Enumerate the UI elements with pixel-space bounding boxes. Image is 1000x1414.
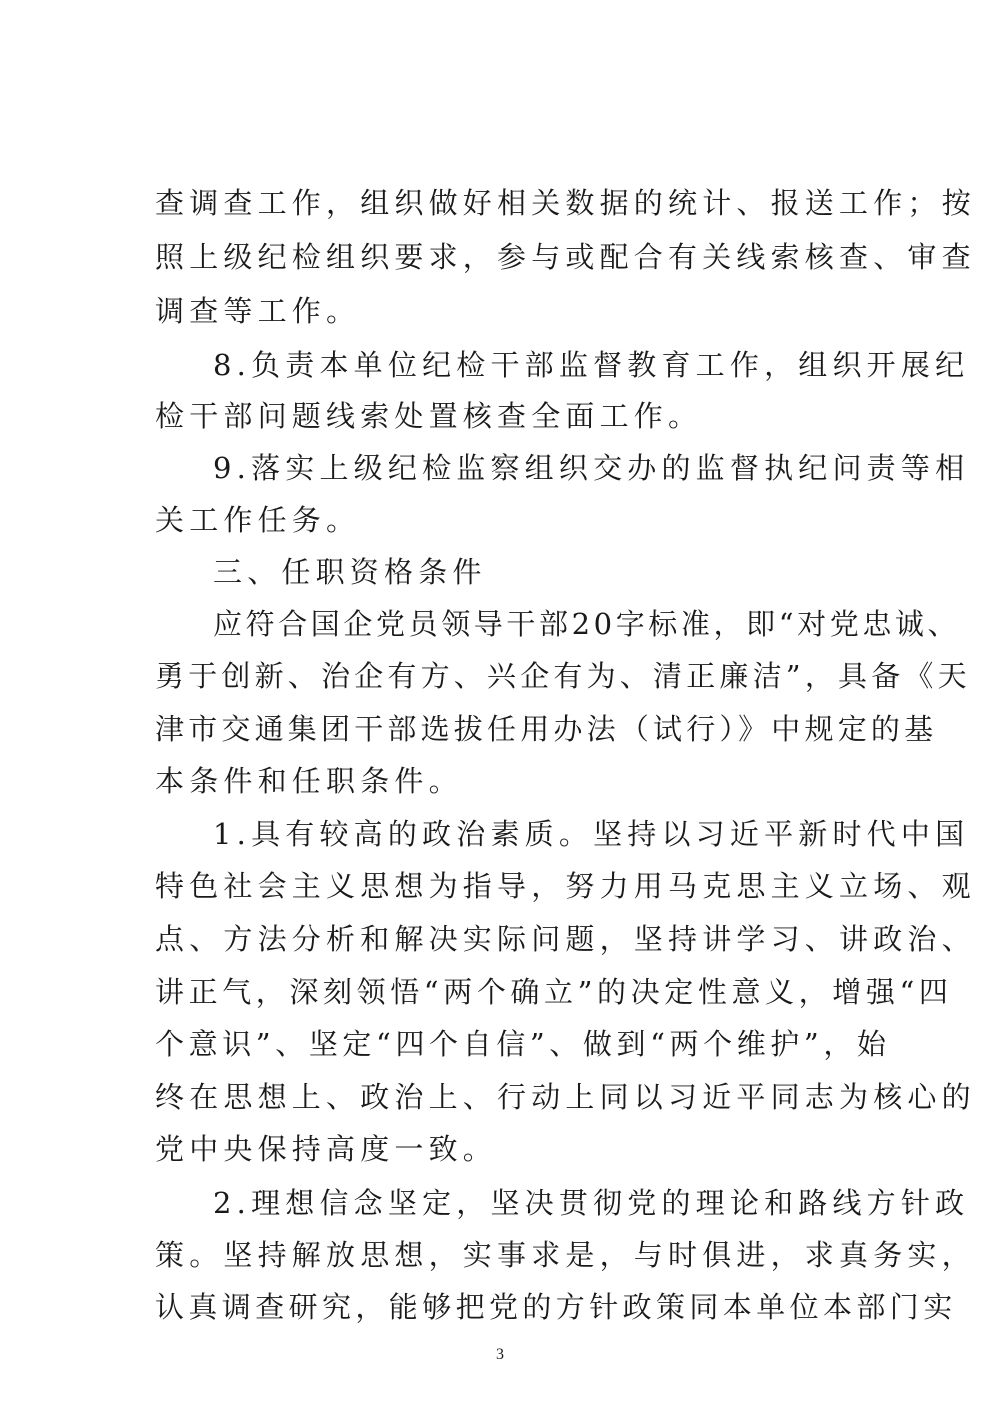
body-line: 津市交通集团干部选拔任用办法（试行）》中规定的基 <box>155 712 938 746</box>
page-number: 3 <box>496 1346 504 1363</box>
body-line: 关工作任务。 <box>155 503 361 537</box>
body-line: 应符合国企党员领导干部20字标准，即“对党忠诚、 <box>213 607 961 641</box>
body-line: 个意识”、坚定“四个自信”、做到“两个维护”，始 <box>155 1027 891 1061</box>
numbered-item-9: 9.落实上级纪检监察组织交办的监督执纪问责等相 <box>213 451 970 485</box>
body-line: 照上级纪检组织要求，参与或配合有关线索核查、审查 <box>155 240 976 274</box>
numbered-item-2: 2.理想信念坚定，坚决贯彻党的理论和路线方针政 <box>213 1186 970 1220</box>
body-line: 调查等工作。 <box>155 294 361 328</box>
body-line: 点、方法分析和解决实际问题，坚持讲学习、讲政治、 <box>155 922 976 956</box>
body-line: 勇于创新、治企有方、兴企有为、清正廉洁”，具备《天 <box>155 659 971 693</box>
section-heading: 三、任职资格条件 <box>213 555 487 589</box>
body-line: 终在思想上、政治上、行动上同以习近平同志为核心的 <box>155 1080 976 1114</box>
body-line: 党中央保持高度一致。 <box>155 1132 498 1166</box>
body-line: 特色社会主义思想为指导，努力用马克思主义立场、观 <box>155 869 976 903</box>
body-line: 策。坚持解放思想，实事求是，与时俱进，求真务实， <box>155 1238 976 1272</box>
body-line: 检干部问题线索处置核查全面工作。 <box>155 399 703 433</box>
body-line: 查调查工作，组织做好相关数据的统计、报送工作；按 <box>155 186 976 220</box>
body-line: 讲正气，深刻领悟“两个确立”的决定性意义，增强“四 <box>155 975 953 1009</box>
body-line: 本条件和任职条件。 <box>155 764 463 798</box>
numbered-item-1: 1.具有较高的政治素质。坚持以习近平新时代中国 <box>213 817 970 851</box>
body-line: 认真调查研究，能够把党的方针政策同本单位本部门实 <box>155 1290 957 1324</box>
numbered-item-8: 8.负责本单位纪检干部监督教育工作，组织开展纪 <box>213 348 970 382</box>
